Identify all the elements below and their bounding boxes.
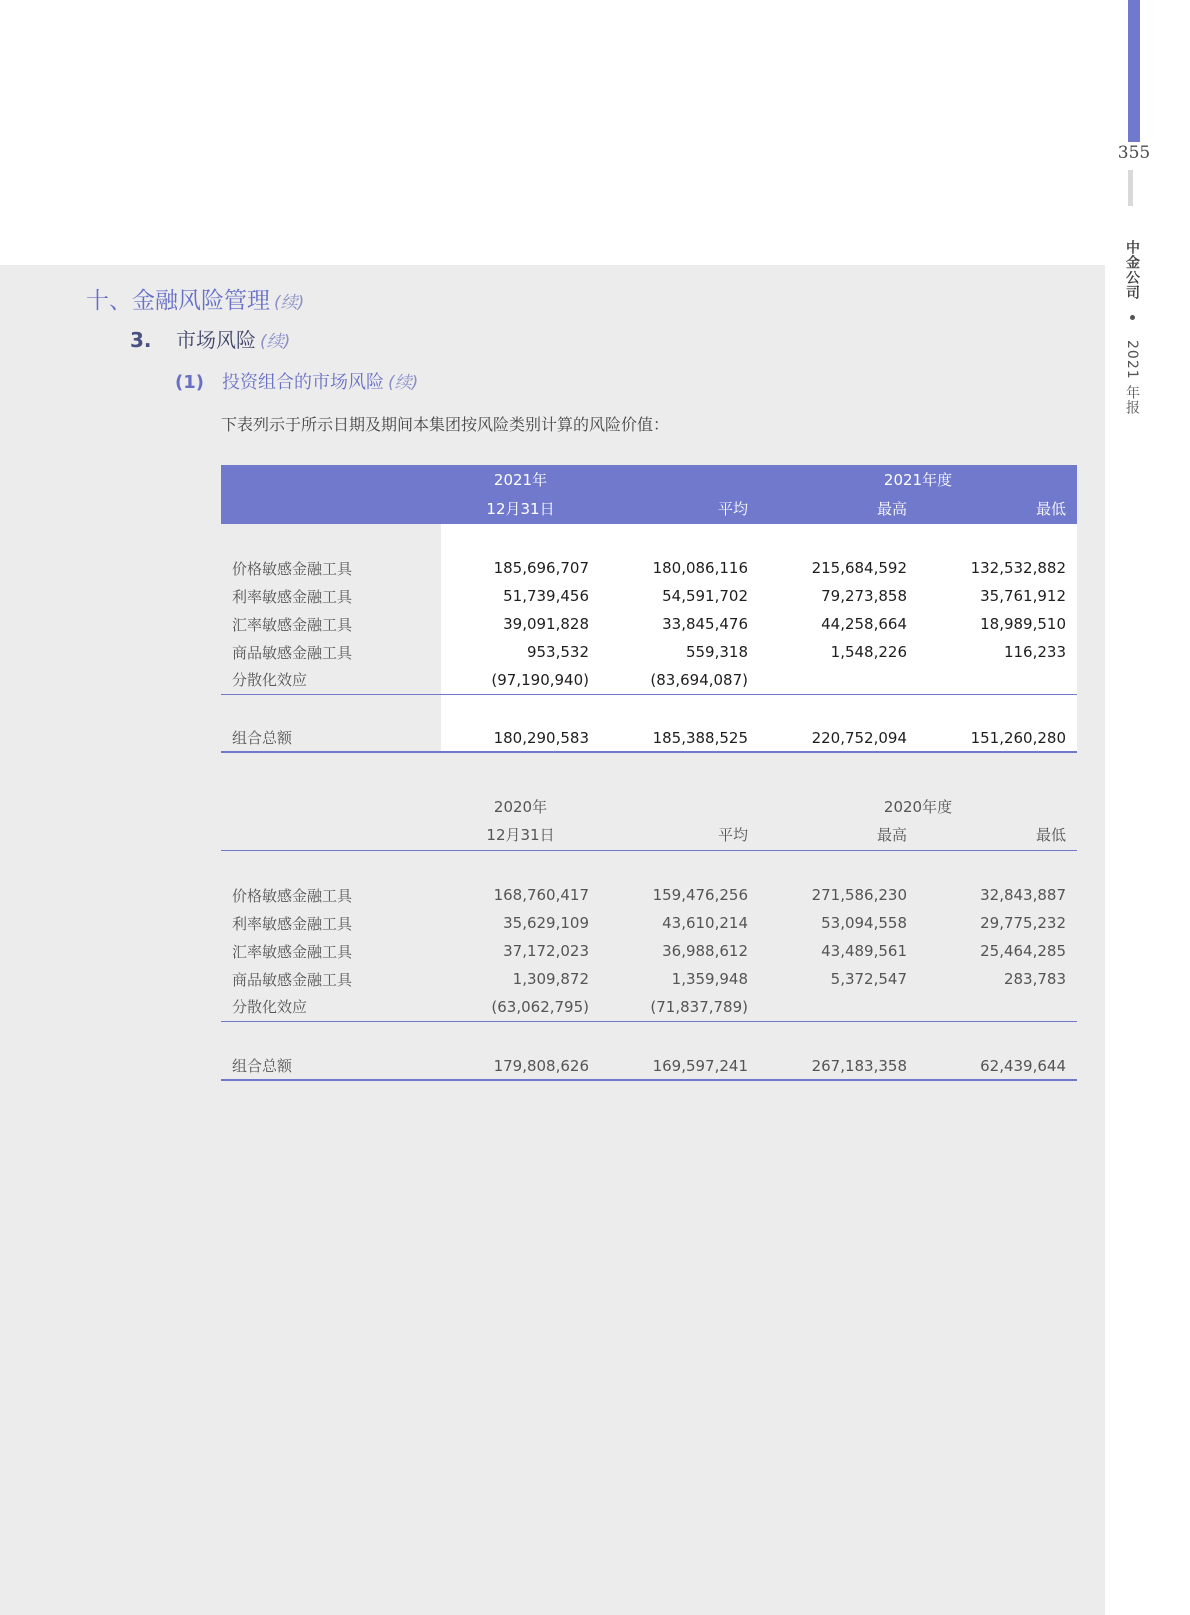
subsection-number: 3. [130, 328, 152, 352]
cell-high-value: 5,372,547 [830, 970, 907, 988]
table-row [221, 610, 1077, 638]
cell-average-value: 180,086,116 [600, 554, 759, 582]
cell-date-value: 185,696,707 [441, 554, 600, 582]
cell-average-value: 33,845,476 [600, 610, 759, 638]
sub-subsection-number: (1) [175, 372, 204, 393]
table-row [221, 666, 1077, 694]
side-running-header [1122, 240, 1142, 415]
bullet-dot-icon [1130, 315, 1135, 320]
table-total-row [221, 1052, 1077, 1080]
row-label: 分散化效应 [221, 666, 441, 694]
cell-date-value: 1,309,872 [512, 970, 589, 988]
total-average-value: 169,597,241 [600, 1052, 759, 1080]
table-header-row [221, 493, 1077, 524]
total-label: 组合总额 [221, 724, 441, 752]
cell-average-value: (83,694,087) [600, 666, 759, 694]
cell-date-value: 168,760,417 [493, 886, 589, 904]
header-period: 2020年度 [883, 797, 953, 816]
cell-high-value: 271,586,230 [811, 886, 907, 904]
header-low: 最低 [918, 493, 1077, 524]
table-row [221, 881, 1077, 909]
header-period: 2021年度 [759, 465, 1077, 493]
table-row [221, 638, 1077, 666]
row-label: 汇率敏感金融工具 [232, 615, 353, 634]
side-divider-bar [1128, 170, 1133, 206]
cell-average-value: (71,837,789) [600, 993, 759, 1021]
cell-high-value: 44,258,664 [759, 610, 918, 638]
cell-date-value: 39,091,828 [441, 610, 600, 638]
cell-low-value: 132,532,882 [918, 554, 1077, 582]
row-label: 利率敏感金融工具 [232, 914, 353, 933]
row-label: 利率敏感金融工具 [232, 587, 353, 606]
total-high-value: 267,183,358 [759, 1052, 918, 1080]
cell-high-value: 43,489,561 [821, 942, 907, 960]
cell-average-value: 36,988,612 [662, 942, 748, 960]
table-row [221, 554, 1077, 582]
cell-date-value: 35,629,109 [503, 914, 589, 932]
header-date-year: 2021年 [441, 465, 600, 493]
cell-high-value [759, 993, 918, 1021]
sub-subsection-continued: (续) [388, 373, 419, 393]
header-average: 平均 [600, 493, 759, 524]
row-label: 汇率敏感金融工具 [232, 942, 353, 961]
header-low: 最低 [918, 820, 1077, 850]
row-label: 分散化效应 [221, 993, 441, 1021]
row-label: 商品敏感金融工具 [232, 970, 353, 989]
cell-average-value: 559,318 [600, 638, 759, 666]
cell-low-value: 18,989,510 [918, 610, 1077, 638]
var-table-2020 [221, 792, 1077, 1081]
total-date-value: 179,808,626 [441, 1052, 600, 1080]
row-label: 价格敏感金融工具 [232, 886, 353, 905]
sub-subsection-title: 投资组合的市场风险 [222, 372, 384, 393]
table-header-row [221, 465, 1077, 493]
cell-low-value [918, 666, 1077, 694]
cell-low-value: 35,761,912 [918, 582, 1077, 610]
intro-paragraph: 下表列示于所示日期及期间本集团按风险类别计算的风险价值： [221, 415, 670, 434]
row-label: 价格敏感金融工具 [232, 559, 353, 578]
total-low-value: 151,260,280 [918, 724, 1077, 752]
header-high: 最高 [759, 493, 918, 524]
cell-date-value: 953,532 [441, 638, 600, 666]
header-average: 平均 [600, 820, 759, 850]
section-heading [86, 282, 304, 315]
table-row [221, 937, 1077, 965]
total-high-value: 220,752,094 [759, 724, 918, 752]
row-label: 商品敏感金融工具 [232, 643, 353, 662]
subsection-heading [130, 324, 290, 353]
table-total-row [221, 724, 1077, 752]
cell-high-value: 1,548,226 [759, 638, 918, 666]
section-continued: (续) [274, 293, 305, 313]
side-accent-bar [1128, 0, 1140, 142]
subsection-title: 市场风险 [176, 328, 256, 352]
header-high: 最高 [759, 820, 918, 850]
page-number: 355 [1117, 143, 1151, 163]
header-date-day: 12月31日 [441, 493, 600, 524]
cell-high-value: 79,273,858 [759, 582, 918, 610]
header-date-year: 2020年 [493, 797, 548, 816]
cell-high-value: 215,684,592 [759, 554, 918, 582]
table-row [221, 909, 1077, 937]
total-date-value: 180,290,583 [441, 724, 600, 752]
total-average-value: 185,388,525 [600, 724, 759, 752]
table-row [221, 965, 1077, 993]
header-date-day: 12月31日 [441, 820, 600, 850]
total-low-value: 62,439,644 [918, 1052, 1077, 1080]
cell-date-value: 37,172,023 [503, 942, 589, 960]
table-row [221, 582, 1077, 610]
cell-low-value: 32,843,887 [980, 886, 1066, 904]
cell-low-value: 29,775,232 [980, 914, 1066, 932]
cell-low-value [918, 993, 1077, 1021]
cell-average-value: 1,359,948 [671, 970, 748, 988]
cell-high-value: 53,094,558 [821, 914, 907, 932]
table-header-row [221, 820, 1077, 850]
cell-date-value: 51,739,456 [441, 582, 600, 610]
cell-low-value: 25,464,285 [980, 942, 1066, 960]
subsection-continued: (续) [260, 332, 291, 352]
table-header-row [221, 792, 1077, 820]
section-title: 十、金融风险管理 [86, 288, 270, 314]
cell-average-value: 159,476,256 [652, 886, 748, 904]
cell-average-value: 43,610,214 [662, 914, 748, 932]
side-report-year: 2021 年报 [1124, 339, 1140, 415]
total-label: 组合总额 [221, 1052, 441, 1080]
table-row [221, 993, 1077, 1021]
side-company-name: 中金公司 [1124, 240, 1140, 300]
cell-high-value [759, 666, 918, 694]
cell-average-value: 54,591,702 [600, 582, 759, 610]
cell-date-value: (63,062,795) [441, 993, 600, 1021]
cell-date-value: (97,190,940) [441, 666, 600, 694]
cell-low-value: 116,233 [918, 638, 1077, 666]
sub-subsection-heading [175, 368, 418, 394]
cell-low-value: 283,783 [1003, 970, 1066, 988]
var-table-2021 [221, 465, 1077, 753]
